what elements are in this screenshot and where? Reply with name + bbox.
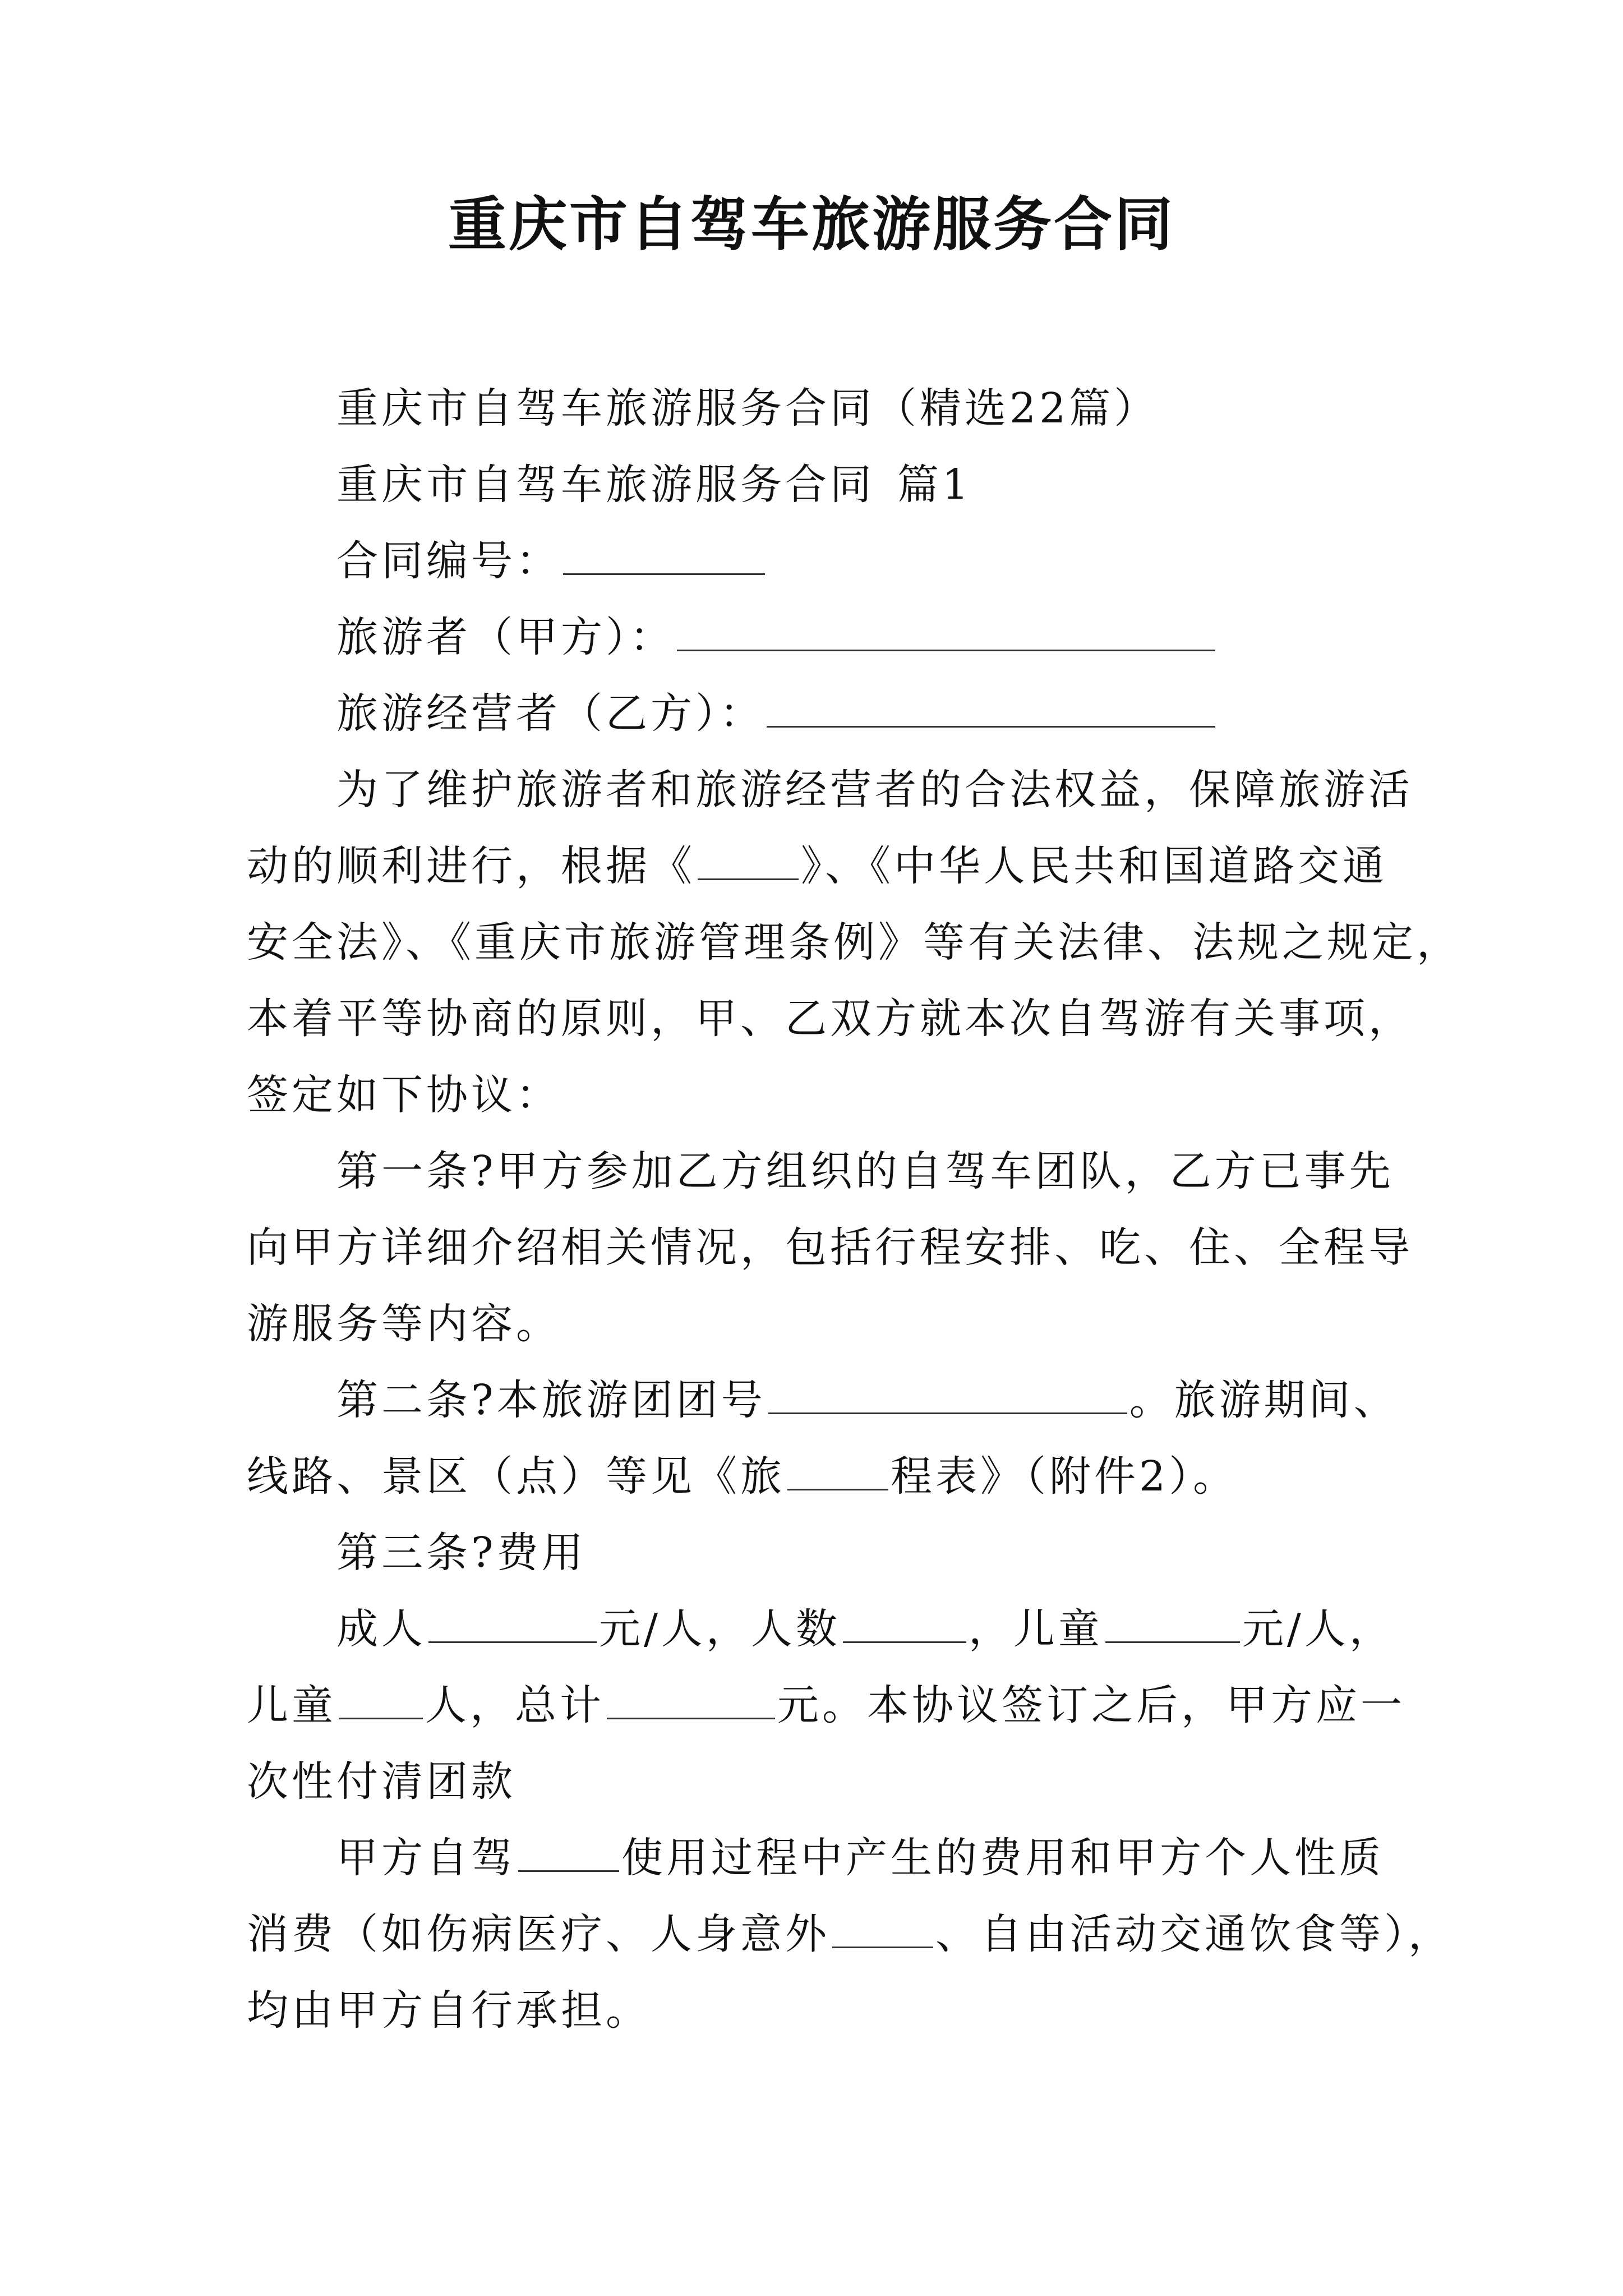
subtitle-line: [247, 370, 1441, 447]
party-a-blank[interactable]: [677, 616, 1215, 651]
preamble-line-3: [247, 904, 1461, 981]
preamble-line-1: [247, 752, 1441, 828]
preamble-text: 签定如下协议：: [247, 1071, 561, 1119]
article-3-text: 元。本协议签订之后，甲方应一: [777, 1681, 1405, 1729]
article-1-line-2: [247, 1209, 1441, 1286]
article-3-heading-line: [247, 1515, 1441, 1591]
total-amount-blank[interactable]: [607, 1684, 775, 1719]
article-3-text: 元/人，人数: [599, 1605, 841, 1653]
party-b-line: [247, 675, 1441, 752]
article-3-text: 成人: [336, 1605, 426, 1653]
contract-number-label: 合同编号：: [336, 537, 561, 585]
article-1-text: 游服务等内容。: [247, 1300, 561, 1348]
subtitle: 重庆市自驾车旅游服务合同（精选22篇）: [336, 384, 1159, 432]
article-2-text: 第二条?本旅游团团号: [336, 1376, 766, 1424]
article-2-line-2: [247, 1438, 1441, 1515]
article-3-text: 、自由活动交通饮食等），: [935, 1910, 1453, 1958]
article-3-line-1: [247, 1591, 1441, 1667]
preamble-line-5: [247, 1057, 1441, 1133]
preamble-text: 本着平等协商的原则，甲、乙双方就本次自驾游有关事项，: [247, 995, 1413, 1043]
article-1-line-1: [247, 1133, 1441, 1209]
tour-group-number-blank[interactable]: [768, 1379, 1127, 1414]
preamble-text: 为了维护旅游者和旅游经营者的合法权益，保障旅游活: [336, 766, 1413, 814]
article-3-text: ，儿童: [968, 1605, 1103, 1653]
article-2-line-1: [247, 1362, 1441, 1438]
article-3-heading: 第三条?费用: [336, 1529, 587, 1577]
party-b-blank[interactable]: [767, 692, 1215, 728]
article-3-text: 均由甲方自行承担。: [247, 1986, 651, 2035]
contract-number-line: [247, 523, 1441, 599]
section-heading: 重庆市自驾车旅游服务合同: [336, 461, 875, 509]
headcount-blank[interactable]: [843, 1608, 966, 1643]
preamble-line-4: [247, 981, 1441, 1057]
party-a-line: [247, 599, 1441, 675]
article-3-para-2-line-2: [247, 1896, 1453, 1972]
adult-price-blank[interactable]: [428, 1608, 597, 1643]
article-1-text: 第一条?甲方参加乙方组织的自驾车团队，乙方已事先: [336, 1147, 1394, 1195]
article-3-text: 使用过程中产生的费用和甲方个人性质: [621, 1834, 1384, 1882]
article-3-text: 儿童: [247, 1681, 336, 1729]
article-3-para-2-line-1: [247, 1820, 1441, 1896]
article-3-text: 甲方自驾: [336, 1834, 516, 1882]
article-1-text: 向甲方详细介绍相关情况，包括行程安排、吃、住、全程导: [247, 1223, 1413, 1272]
child-count-blank[interactable]: [339, 1684, 423, 1719]
article-3-text: 人，总计: [425, 1681, 605, 1729]
preamble-text: 动的顺利进行，根据《: [247, 842, 695, 890]
party-b-label: 旅游经营者（乙方）：: [336, 689, 764, 738]
party-a-label: 旅游者（甲方）：: [336, 613, 675, 661]
preamble-text: 》、《中华人民共和国道路交通: [801, 842, 1387, 890]
insurance-blank[interactable]: [832, 1913, 933, 1948]
child-price-blank[interactable]: [1105, 1608, 1240, 1643]
article-2-text: 。旅游期间、: [1129, 1376, 1399, 1424]
article-3-text: 次性付清团款: [247, 1757, 516, 1806]
section-number: 篇1: [897, 461, 972, 509]
article-3-text: 元/人，: [1242, 1605, 1394, 1653]
article-2-text: 程表》（附件2）。: [891, 1452, 1238, 1501]
section-heading-line: [247, 447, 1441, 523]
article-1-line-3: [247, 1286, 1441, 1362]
article-3-text: 消费（如伤病医疗、人身意外: [247, 1910, 830, 1958]
article-3-line-2: [247, 1667, 1441, 1743]
contract-number-blank[interactable]: [563, 540, 765, 575]
preamble-line-2: [247, 828, 1441, 904]
law-name-blank[interactable]: [698, 845, 799, 880]
preamble-text: 安全法》、《重庆市旅游管理条例》等有关法律、法规之规定，: [247, 918, 1461, 967]
article-2-text: 线路、景区（点）等见《旅: [247, 1452, 785, 1501]
article-3-para-2-line-3: [247, 1972, 1441, 2049]
document-body: [247, 370, 1461, 2049]
self-drive-vehicle-blank[interactable]: [518, 1837, 619, 1872]
document-title: 重庆市自驾车旅游服务合同: [448, 190, 1175, 259]
article-3-line-3: [247, 1743, 1441, 1820]
itinerary-blank[interactable]: [787, 1455, 888, 1490]
